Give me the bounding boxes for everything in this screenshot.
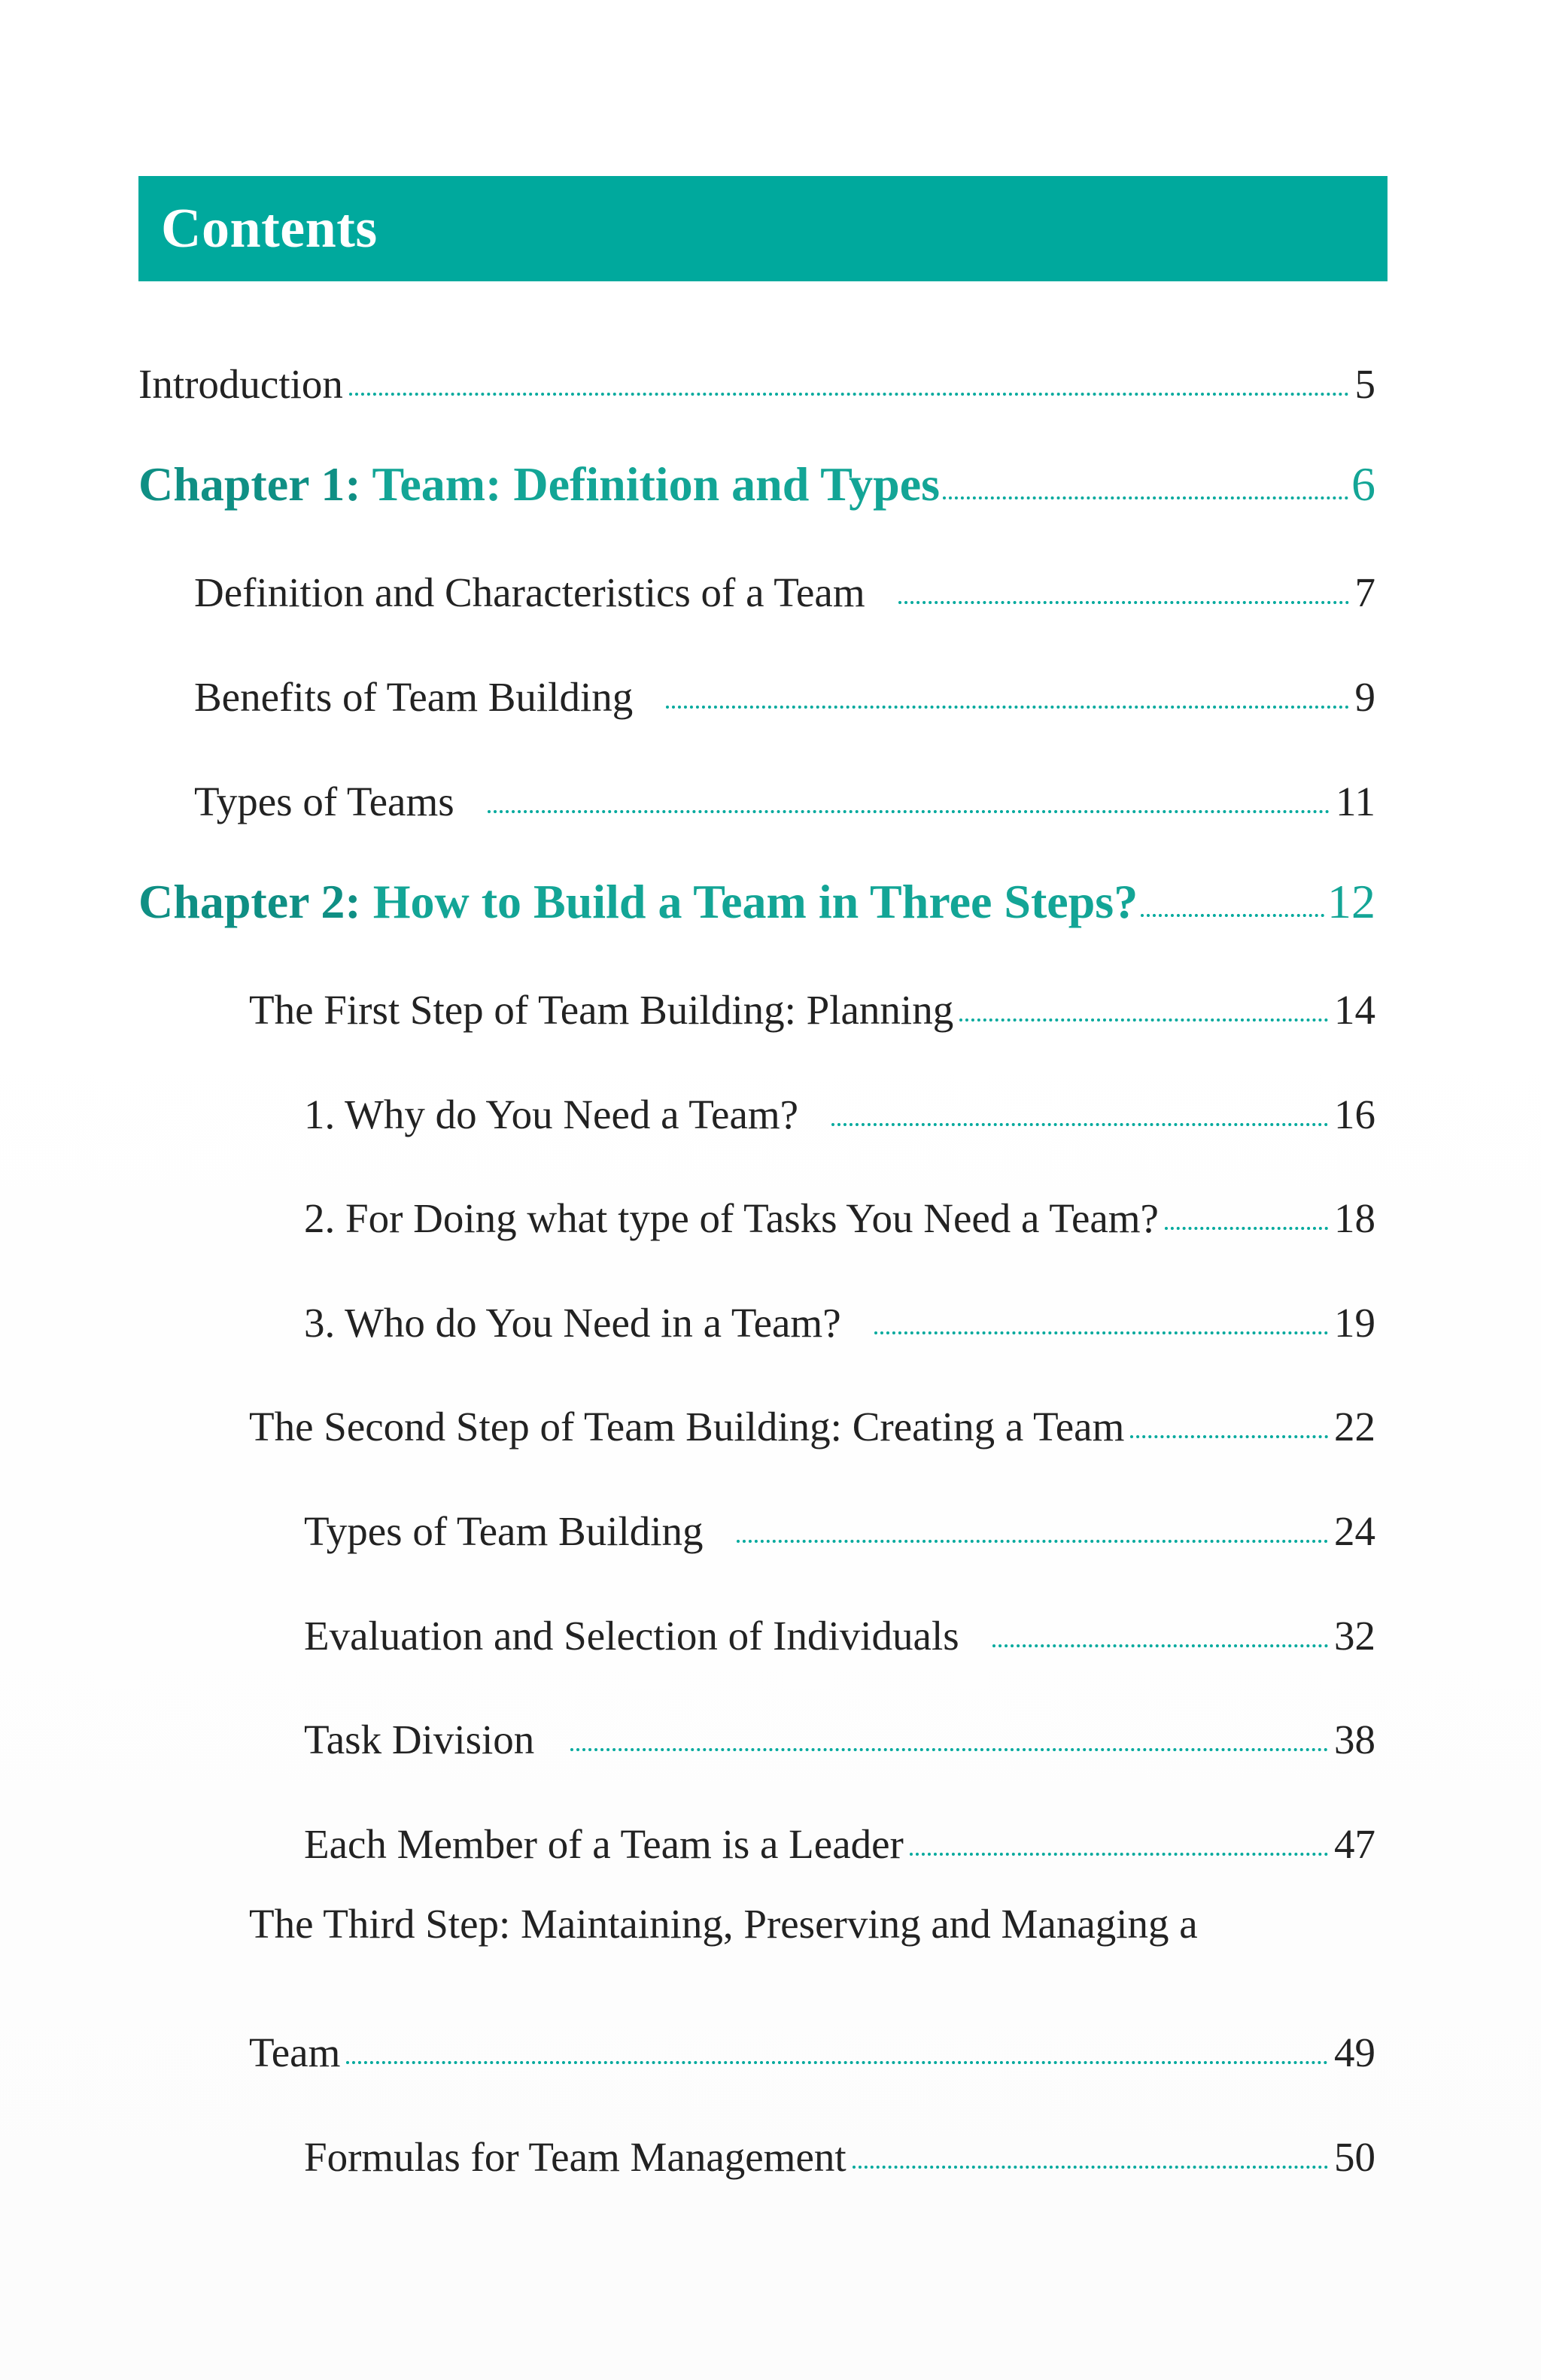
toc-entry-task-division[interactable] [304,1692,1375,1760]
toc-entry-types-team-building[interactable] [304,1484,1375,1552]
chapter-title: Team: Definition and Types [372,457,941,511]
dot-leader [488,810,1330,813]
toc-page-number: 24 [1334,1508,1375,1554]
dot-leader [992,1644,1328,1647]
dot-leader [346,2061,1328,2064]
dot-leader [874,1331,1328,1334]
dot-leader [853,2166,1328,2169]
toc-entry-tasks-need-team[interactable] [304,1171,1375,1239]
toc-page-number: 22 [1334,1404,1375,1450]
toc-entry-second-step-creating[interactable] [249,1380,1375,1450]
chapter-heading [138,457,941,511]
toc-label: Task Division [304,1717,535,1762]
chapter-heading [138,875,1138,928]
toc-label: Definition and Characteristics of a Team [194,569,865,615]
toc-page-number: 49 [1334,2029,1375,2075]
toc-entry-chapter-2[interactable] [138,858,1375,926]
toc-page-number: 9 [1354,674,1375,720]
chapter-prefix: Chapter 1: [138,457,361,511]
dot-leader [737,1540,1328,1543]
dot-leader [959,1018,1328,1022]
toc-entry-evaluation-selection[interactable] [304,1589,1375,1659]
dot-leader [1130,1435,1328,1438]
toc-entry-each-member-leader[interactable] [304,1797,1375,1865]
dot-leader [1141,914,1324,917]
toc-entry-benefits-team-building[interactable] [194,650,1375,718]
toc-label: Types of Teams [194,779,454,824]
toc-page-number: 14 [1334,987,1375,1033]
dot-leader [943,496,1348,499]
toc-page-number: 19 [1334,1300,1375,1346]
toc-entry-definition-characteristics[interactable] [194,545,1375,613]
toc-entry-first-step-planning[interactable] [249,963,1375,1031]
toc-entry-why-need-team[interactable] [304,1067,1375,1135]
toc-page-number: 47 [1334,1821,1375,1867]
toc-page-number: 16 [1334,1091,1375,1137]
toc-entry-introduction[interactable] [138,337,1375,405]
toc-page-number: 11 [1336,779,1375,824]
toc-page-number: 5 [1354,361,1375,407]
dot-leader [1165,1227,1328,1230]
toc-label: 1. Why do You Need a Team? [304,1091,799,1137]
toc-page-number: 38 [1334,1717,1375,1762]
toc-label: The Second Step of Team Building: Creating a Team [249,1404,1125,1450]
toc-entry-formulas-team-management[interactable] [304,2110,1375,2178]
toc-label: Introduction [138,361,343,407]
toc-page-number: 50 [1334,2134,1375,2180]
toc-entry-third-step-line2[interactable] [249,2005,1375,2073]
toc-entry-chapter-1[interactable] [138,441,1375,511]
toc-label: Each Member of a Team is a Leader [304,1821,904,1867]
toc-page-number: 6 [1351,457,1375,511]
dot-leader [898,601,1349,604]
dot-leader [570,1748,1328,1751]
toc-label: Benefits of Team Building [194,674,634,720]
chapter-title: How to Build a Team in Three Steps? [372,875,1138,928]
toc-label: Types of Team Building [304,1508,704,1554]
toc-label: The First Step of Team Building: Planning [249,987,954,1033]
toc-label: Formulas for Team Management [304,2134,846,2180]
chapter-prefix: Chapter 2: [138,875,361,928]
toc-entry-types-of-teams[interactable] [194,754,1375,822]
toc-page-number: 32 [1334,1613,1375,1659]
toc-page-number: 18 [1334,1195,1375,1241]
contents-header-bar [138,176,1388,281]
contents-title: Contents [161,198,378,260]
toc-page-number: 7 [1354,569,1375,615]
toc-label: 3. Who do You Need in a Team? [304,1300,841,1346]
toc-page-number: 12 [1327,875,1375,928]
dot-leader [666,706,1348,709]
dot-leader [910,1853,1328,1856]
toc-label: Evaluation and Selection of Individuals [304,1613,959,1659]
dot-leader [349,393,1349,396]
dot-leader [831,1123,1328,1126]
toc-label: 2. For Doing what type of Tasks You Need a Team? [304,1195,1159,1241]
toc-label: Team [249,2029,341,2075]
toc-entry-third-step-line1[interactable]: The Third Step: Maintaining, Preserving and Managing a [249,1901,1198,1947]
toc-entry-who-need-team[interactable] [304,1276,1375,1346]
